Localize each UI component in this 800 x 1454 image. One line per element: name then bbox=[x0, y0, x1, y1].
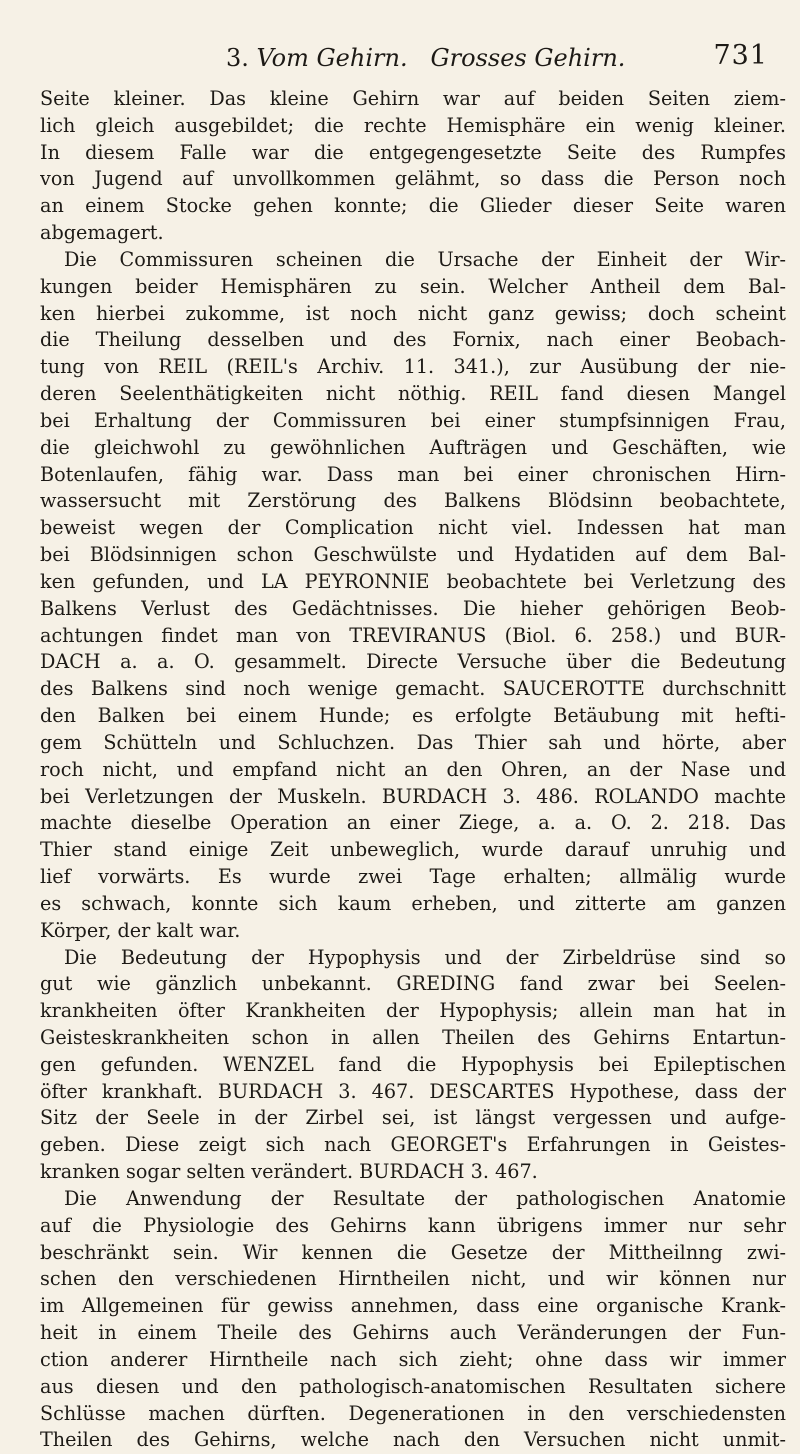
text-line: Geisteskrankheiten schon in allen Theilen des Gehirns Entartun- bbox=[40, 1025, 786, 1049]
text-line: beschränkt sein. Wir kennen die Gesetze der Mittheilnng zwi- bbox=[40, 1240, 786, 1264]
text-line: Thier stand einige Zeit unbeweglich, wurde darauf unruhig und bbox=[40, 838, 786, 862]
text-line: bei Verletzungen der Muskeln. BURDACH 3. 486. ROLANDO machte bbox=[40, 784, 786, 808]
text-line: Seite kleiner. Das kleine Gehirn war auf beiden Seiten ziem- bbox=[40, 87, 786, 110]
text-line: Körper, der kalt war. bbox=[40, 918, 241, 942]
text-line: gen gefunden. WENZEL fand die Hypophysis bei Epileptischen bbox=[40, 1052, 786, 1076]
text-line: ken hierbei zukomme, ist noch nicht ganz gewiss; doch scheint bbox=[40, 301, 786, 325]
text-line: achtungen findet man von TREVIRANUS (Biol. 6. 258.) und BUR- bbox=[40, 623, 786, 647]
text-line: Schlüsse machen dürften. Degenerationen in den verschiedensten bbox=[40, 1401, 786, 1425]
text-line: gem Schütteln und Schluchzen. Das Thier sah und hörte, aber bbox=[40, 730, 786, 754]
text-line: die Theilung desselben und des Fornix, nach einer Beobach- bbox=[40, 328, 786, 352]
subsection-title: Grosses Gehirn. bbox=[430, 44, 626, 72]
text-line: im Allgemeinen für gewiss annehmen, dass eine organische Krank- bbox=[40, 1294, 786, 1318]
text-line: Botenlaufen, fähig war. Dass man bei einer chronischen Hirn- bbox=[40, 462, 786, 486]
text-line: gut wie gänzlich unbekannt. GREDING fand zwar bei Seelen- bbox=[40, 972, 786, 996]
text-line: kungen beider Hemisphären zu sein. Welcher Antheil dem Bal- bbox=[40, 274, 786, 298]
text-line: die gleichwohl zu gewöhnlichen Aufträgen und Geschäften, wie bbox=[40, 435, 786, 459]
text-line: machte dieselbe Operation an einer Ziege, a. a. O. 2. 218. Das bbox=[40, 811, 786, 835]
text-line: tung von REIL (REIL's Archiv. 11. 341.), zur Ausübung der nie- bbox=[40, 355, 786, 379]
text-line: kranken sogar selten verändert. BURDACH 3. 467. bbox=[40, 1160, 538, 1184]
text-line: ction anderer Hirntheile nach sich zieht; ohne dass wir immer bbox=[40, 1347, 786, 1371]
text-line: aus diesen und den pathologisch-anatomischen Resultaten sichere bbox=[40, 1374, 786, 1398]
text-line: deren Seelenthätigkeiten nicht nöthig. REIL fand diesen Mangel bbox=[40, 382, 786, 406]
body-text bbox=[40, 86, 786, 1454]
text-line: geben. Diese zeigt sich nach GEORGET's Erfahrungen in Geistes- bbox=[40, 1133, 786, 1157]
text-line: lief vorwärts. Es wurde zwei Tage erhalten; allmälig wurde bbox=[40, 865, 786, 889]
text-line: öfter krankhaft. BURDACH 3. 467. DESCARTES Hypothese, dass der bbox=[40, 1079, 786, 1103]
page-number: 731 bbox=[713, 40, 768, 71]
text-line: von Jugend auf unvollkommen gelähmt, so dass die Person noch bbox=[40, 167, 786, 191]
text-line: es schwach, konnte sich kaum erheben, und zitterte am ganzen bbox=[40, 891, 786, 915]
text-line: Sitz der Seele in der Zirbel sei, ist längst vergessen und aufge- bbox=[40, 1106, 786, 1130]
section-title: Vom Gehirn. bbox=[256, 44, 408, 72]
text-line: an einem Stocke gehen konnte; die Glieder dieser Seite waren bbox=[40, 194, 786, 218]
text-line: Die Anwendung der Resultate der pathologischen Anatomie bbox=[64, 1186, 786, 1210]
text-line: schen den verschiedenen Hirntheilen nicht, und wir können nur bbox=[40, 1267, 786, 1291]
text-line: heit in einem Theile des Gehirns auch Veränderungen der Fun- bbox=[40, 1321, 786, 1345]
text-line: Balkens Verlust des Gedächtnisses. Die hieher gehörigen Beob- bbox=[40, 596, 786, 620]
section-number: 3. bbox=[226, 44, 249, 72]
text-line: bei Blödsinnigen schon Geschwülste und Hydatiden auf dem Bal- bbox=[40, 543, 786, 567]
text-line: Theilen des Gehirns, welche nach den Versuchen nicht unmit- bbox=[40, 1428, 786, 1452]
text-line: lich gleich ausgebildet; die rechte Hemisphäre ein wenig kleiner. bbox=[40, 113, 786, 137]
text-line: wassersucht mit Zerstörung des Balkens Blödsinn beobachtete, bbox=[40, 489, 786, 513]
text-line: den Balken bei einem Hunde; es erfolgte Betäubung mit hefti- bbox=[40, 704, 786, 728]
text-line: DACH a. a. O. gesammelt. Directe Versuche über die Bedeutung bbox=[40, 650, 786, 674]
running-head bbox=[96, 40, 768, 80]
text-line: ken gefunden, und LA PEYRONNIE beobachtete bei Verletzung des bbox=[40, 569, 786, 593]
text-line: beweist wegen der Complication nicht viel. Indessen hat man bbox=[40, 516, 786, 540]
text-line: des Balkens sind noch wenige gemacht. SAUCEROTTE durchschnitt bbox=[40, 677, 786, 701]
text-line: krankheiten öfter Krankheiten der Hypophysis; allein man hat in bbox=[40, 999, 786, 1023]
text-line: auf die Physiologie des Gehirns kann übrigens immer nur sehr bbox=[40, 1213, 786, 1237]
text-line: Die Bedeutung der Hypophysis und der Zirbeldrüse sind so bbox=[64, 945, 786, 969]
running-head-section bbox=[226, 44, 625, 72]
text-line: In diesem Falle war die entgegengesetzte Seite des Rumpfes bbox=[40, 140, 786, 164]
text-line: roch nicht, und empfand nicht an den Ohren, an der Nase und bbox=[40, 757, 786, 781]
text-line: Die Commissuren scheinen die Ursache der Einheit der Wir- bbox=[64, 247, 786, 271]
text-line: abgemagert. bbox=[40, 221, 164, 245]
text-line: bei Erhaltung der Commissuren bei einer stumpfsinnigen Frau, bbox=[40, 408, 786, 432]
